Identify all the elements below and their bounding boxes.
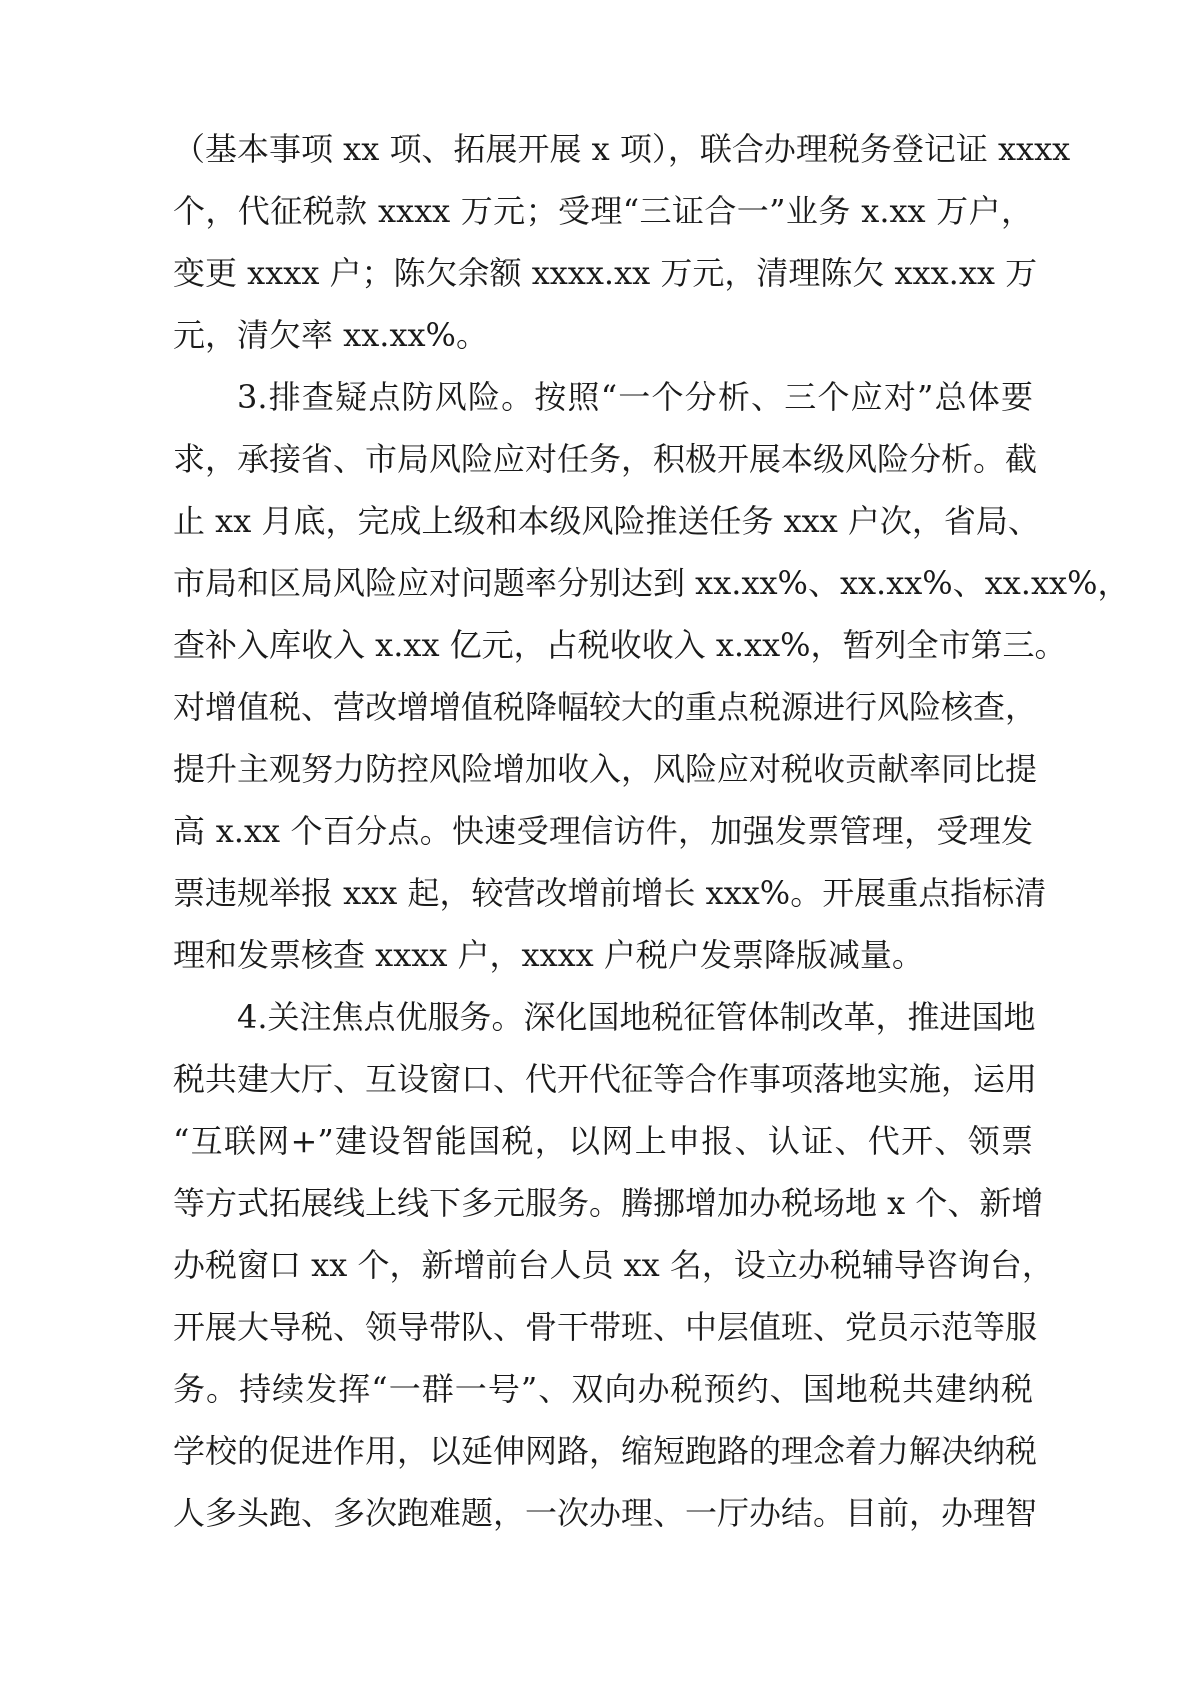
text-line: 个，代征税款 xxxx 万元；受理“三证合一”业务 x.xx 万户， (173, 192, 1033, 230)
text-line: 等方式拓展线上线下多元服务。腾挪增加办税场地 x 个、新增 (173, 1184, 1044, 1222)
text-line: 务。持续发挥“一群一号”、双向办税预约、国地税共建纳税 (173, 1370, 1033, 1408)
body-text (173, 118, 1130, 1544)
text-line: 票违规举报 xxx 起，较营改增前增长 xxx%。开展重点指标清 (173, 874, 1047, 912)
text-line: 高 x.xx 个百分点。快速受理信访件，加强发票管理，受理发 (173, 812, 1033, 850)
text-line: 止 xx 月底，完成上级和本级风险推送任务 xxx 户次，省局、 (173, 502, 1040, 540)
text-line: 提升主观努力防控风险增加收入，风险应对税收贡献率同比提 (173, 750, 1038, 788)
text-line: 学校的促进作用，以延伸网路，缩短跑路的理念着力解决纳税 (173, 1432, 1038, 1470)
text-line: 开展大导税、领导带队、骨干带班、中层值班、党员示范等服 (173, 1308, 1038, 1346)
paragraph-1 (173, 118, 1071, 366)
text-line: 变更 xxxx 户；陈欠余额 xxxx.xx 万元，清理陈欠 xxx.xx 万 (173, 254, 1038, 292)
text-line: 3.排查疑点防风险。按照“一个分析、三个应对”总体要 (237, 378, 1033, 416)
text-line: 人多头跑、多次跑难题，一次办理、一厅办结。目前，办理智 (173, 1494, 1038, 1532)
text-line: 办税窗口 xx 个，新增前台人员 xx 名，设立办税辅导咨询台， (173, 1246, 1054, 1284)
text-line: 理和发票核查 xxxx 户，xxxx 户税户发票降版减量。 (173, 936, 924, 974)
paragraph-3 (173, 986, 1054, 1544)
text-line: 4.关注焦点优服务。深化国地税征管体制改革，推进国地 (237, 998, 1036, 1036)
text-line: 市局和区局风险应对问题率分别达到 xx.xx%、xx.xx%、xx.xx%， (173, 564, 1130, 602)
text-line: 元，清欠率 xx.xx%。 (173, 316, 488, 354)
text-line: 税共建大厅、互设窗口、代开代征等合作事项落地实施，运用 (173, 1060, 1038, 1098)
text-line: 求，承接省、市局风险应对任务，积极开展本级风险分析。截 (173, 440, 1038, 478)
text-line: 对增值税、营改增增值税降幅较大的重点税源进行风险核查， (173, 688, 1038, 726)
text-line: （基本事项 xx 项、拓展开展 x 项），联合办理税务登记证 xxxx (173, 130, 1071, 168)
paragraph-2 (173, 366, 1130, 986)
text-line: 查补入库收入 x.xx 亿元，占税收收入 x.xx%，暂列全市第三。 (173, 626, 1067, 664)
text-line: “互联网+”建设智能国税，以网上申报、认证、代开、领票 (173, 1122, 1033, 1160)
